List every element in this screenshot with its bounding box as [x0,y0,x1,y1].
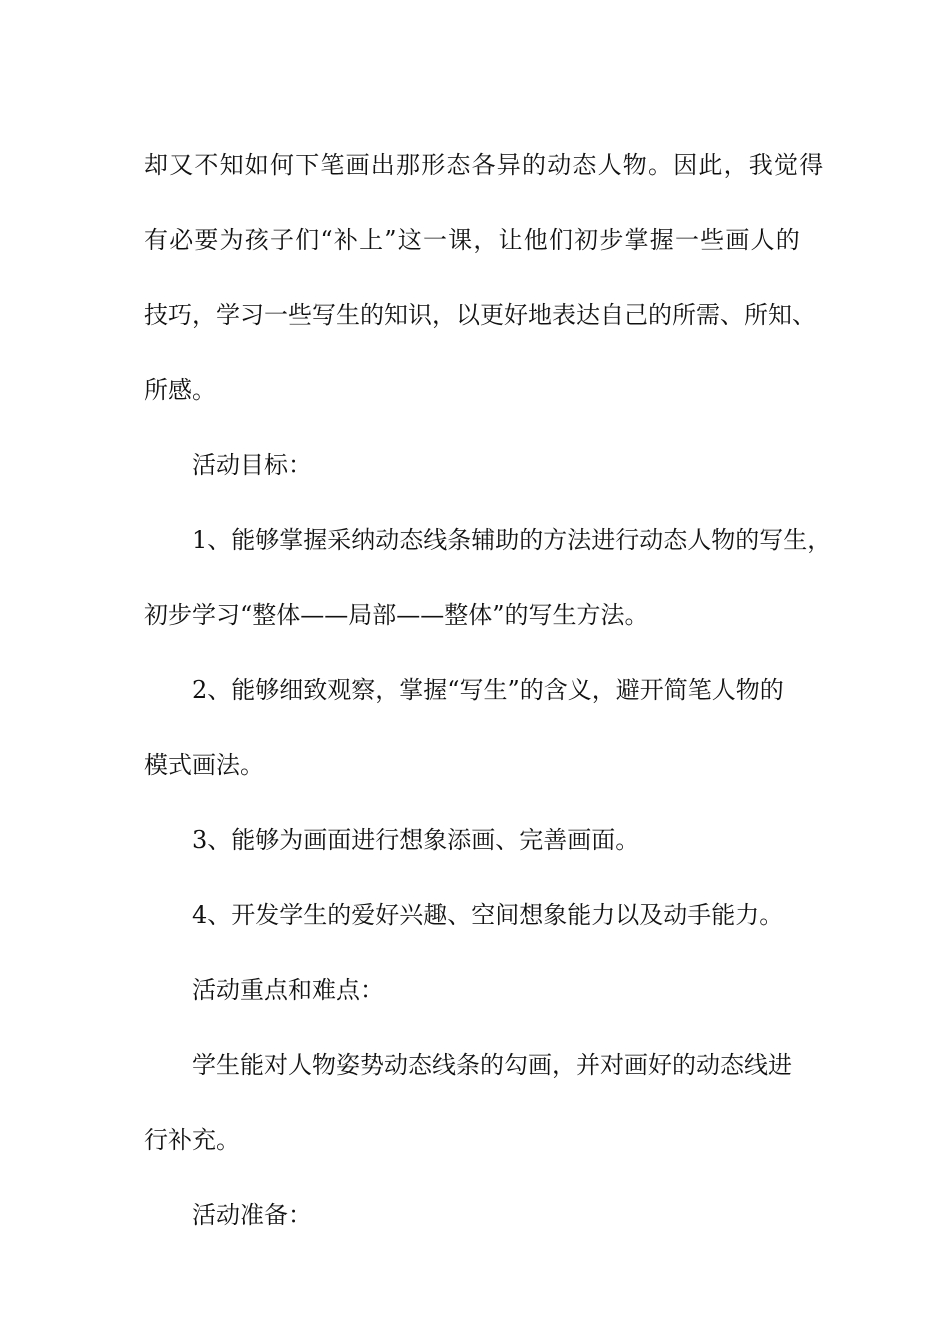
text-line: 3、能够为画面进行想象添画、完善画面。 [192,826,640,854]
section-heading-goals: 活动目标： [192,451,312,479]
text-line: 2、能够细致观察，掌握“写生”的含义，避开简笔人物的 [192,676,784,704]
section-heading-key-points: 活动重点和难点： [192,976,384,1004]
text-line: 所感。 [144,376,216,404]
text-line: 行补充。 [144,1126,240,1154]
text-line: 有必要为孩子们“补上”这一课，让他们初步掌握一些画人的 [144,226,801,254]
section-heading-preparation: 活动准备： [192,1201,312,1229]
text-line: 初步学习“整体——局部——整体”的写生方法。 [144,601,649,629]
text-line: 却又不知如何下笔画出那形态各异的动态人物。因此，我觉得 [144,151,825,179]
text-line: 4、开发学生的爱好兴趣、空间想象能力以及动手能力。 [192,901,784,929]
text-line: 1、能够掌握采纳动态线条辅助的方法进行动态人物的写生， [192,526,832,554]
text-line: 技巧，学习一些写生的知识，以更好地表达自己的所需、所知、 [144,301,816,329]
text-line: 学生能对人物姿势动态线条的勾画，并对画好的动态线进 [192,1051,792,1079]
document-body [144,128,832,1253]
text-line: 模式画法。 [144,751,264,779]
